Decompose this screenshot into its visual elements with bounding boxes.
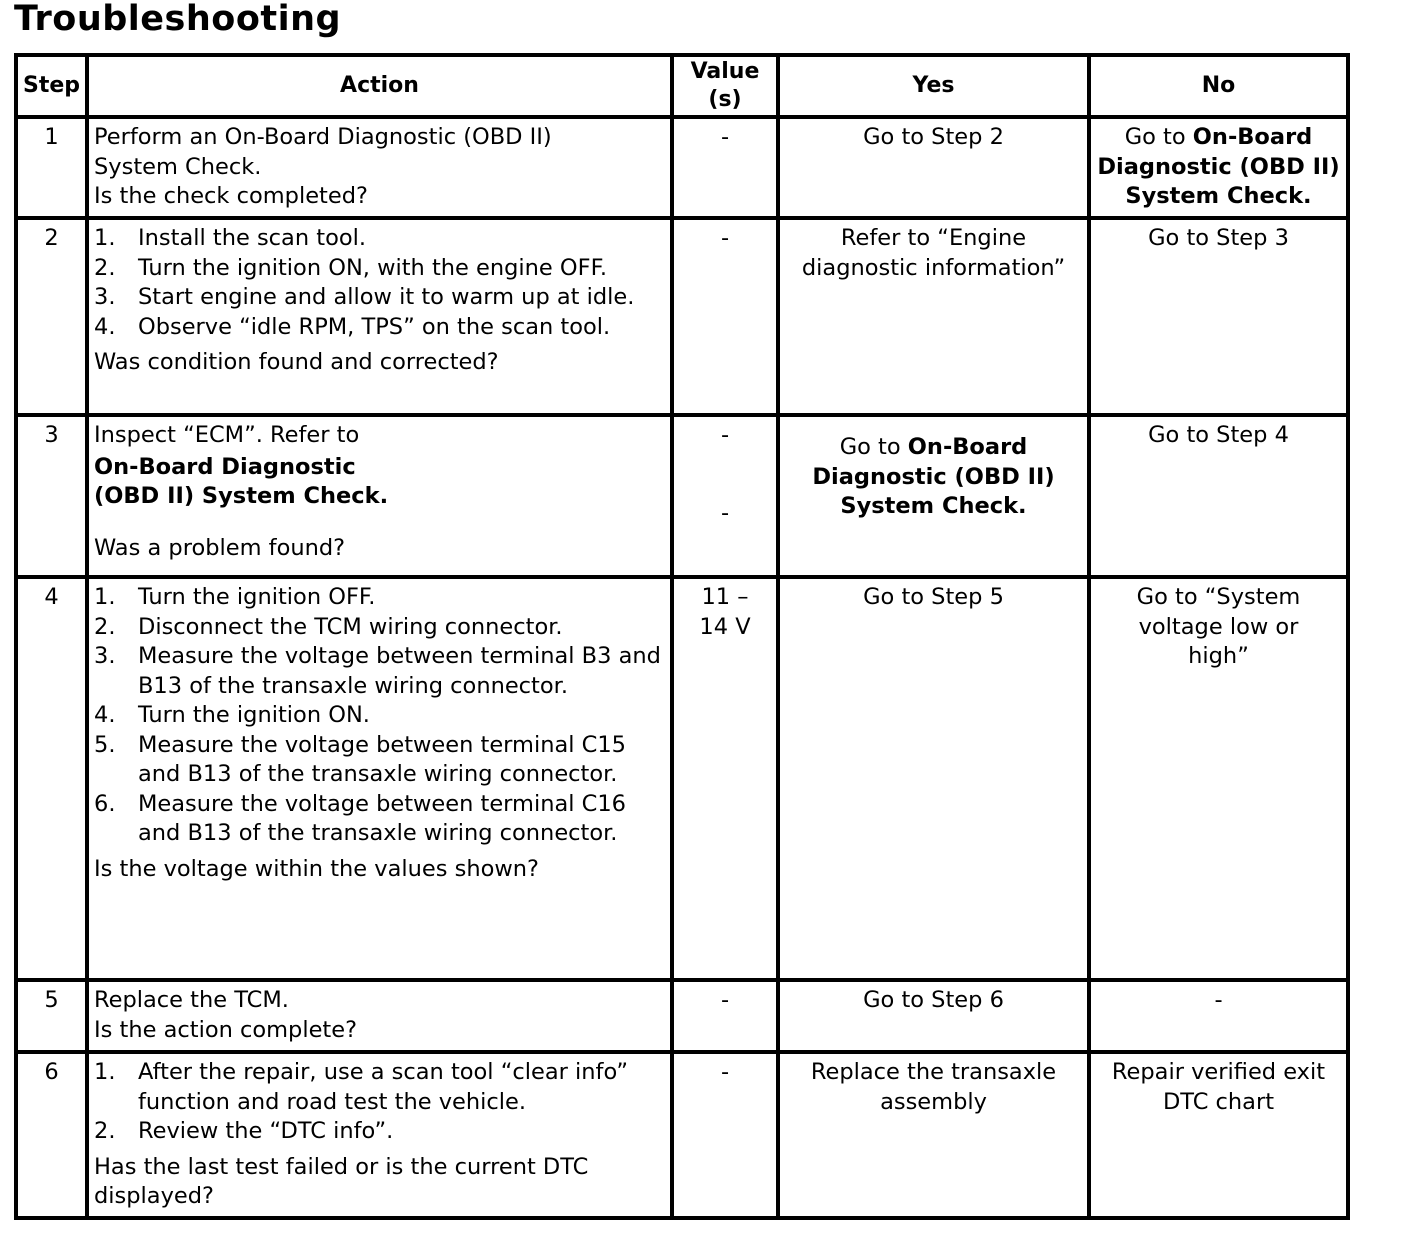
action-step: 2. Disconnect the TCM wiring connector.	[94, 613, 563, 640]
header-value-line1: Value	[690, 59, 760, 84]
action-cell	[87, 117, 672, 218]
header-yes: Yes	[778, 55, 1089, 117]
no-cell: -	[1089, 980, 1348, 1052]
action-steps-list	[94, 224, 665, 342]
step-number: 1	[16, 117, 87, 218]
value-line: -	[720, 422, 730, 448]
value-cell: -	[672, 218, 778, 415]
header-action: Action	[87, 55, 672, 117]
step-number: 4	[16, 577, 87, 980]
yes-cell: Go to Step 5	[778, 577, 1089, 980]
step-number: 6	[16, 1052, 87, 1218]
action-line: Perform an On-Board Diagnostic (OBD II)	[94, 124, 552, 150]
action-line: Replace the TCM.	[94, 987, 289, 1013]
step-number: 5	[16, 980, 87, 1052]
table-row	[16, 1052, 1348, 1218]
action-question: Is the action complete?	[94, 1016, 358, 1043]
action-question: Is the check completed?	[94, 183, 368, 209]
header-row	[16, 55, 1348, 117]
obd-check-reference: On-Board Diagnostic	[94, 453, 356, 480]
action-step: 1. Turn the ignition OFF.	[94, 584, 376, 610]
table-row	[16, 415, 1348, 577]
action-step: 3. Measure the voltage between terminal B3 and B13 of the transaxle wiring connector.	[94, 643, 661, 699]
no-cell: Go to Step 4	[1089, 415, 1348, 577]
step-number: 2	[16, 218, 87, 415]
obd-check-reference: On-Board Diagnostic (OBD II) System Check.	[1097, 124, 1340, 209]
action-step: 2. Review the “DTC info”.	[94, 1118, 394, 1144]
action-step: 4. Observe “idle RPM, TPS” on the scan tool.	[94, 313, 611, 340]
value-cell: -	[672, 1052, 778, 1218]
yes-cell: Go to Step 2	[778, 117, 1089, 218]
obd-check-reference: On-Board Diagnostic (OBD II) System Check.	[812, 434, 1055, 519]
step-number: 3	[16, 415, 87, 577]
action-line: Inspect “ECM”. Refer to	[94, 422, 360, 448]
action-question: Was condition found and corrected?	[94, 349, 499, 375]
troubleshooting-table	[14, 53, 1350, 1220]
no-cell	[1089, 117, 1348, 218]
yes-prefix: Go to	[839, 434, 908, 460]
value-line: 11 –	[701, 584, 749, 610]
yes-cell	[778, 415, 1089, 577]
action-step: 5. Measure the voltage between terminal C15 and B13 of the transaxle wiring connector.	[94, 731, 627, 787]
value-line: 14 V	[699, 613, 751, 640]
page-title: Troubleshooting	[14, 0, 342, 39]
action-cell	[87, 1052, 672, 1218]
action-question: Has the last test failed or is the current DTC displayed?	[94, 1153, 589, 1209]
action-question: Is the voltage within the values shown?	[94, 855, 539, 882]
action-cell	[87, 415, 672, 577]
header-no: No	[1089, 55, 1348, 117]
action-step: 6. Measure the voltage between terminal C16 and B13 of the transaxle wiring connector.	[94, 790, 627, 846]
action-cell	[87, 577, 672, 980]
action-step: 3. Start engine and allow it to warm up at idle.	[94, 284, 635, 310]
yes-cell: Go to Step 6	[778, 980, 1089, 1052]
action-line: System Check.	[94, 153, 262, 180]
header-step: Step	[16, 55, 87, 117]
yes-cell: Replace the transaxle assembly	[778, 1052, 1089, 1218]
yes-cell: Refer to “Engine diagnostic information”	[778, 218, 1089, 415]
header-value-line2: (s)	[708, 87, 742, 112]
action-question: Was a problem found?	[94, 534, 346, 561]
header-value	[672, 55, 778, 117]
action-step: 4. Turn the ignition ON.	[94, 702, 370, 728]
table-row	[16, 117, 1348, 218]
no-cell: Repair verified exit DTC chart	[1089, 1052, 1348, 1218]
table-row	[16, 980, 1348, 1052]
action-step: 1. Install the scan tool.	[94, 225, 367, 251]
no-prefix: Go to	[1124, 124, 1193, 150]
value-line: -	[720, 499, 730, 526]
obd-check-reference: (OBD II) System Check.	[94, 483, 389, 509]
no-cell: Go to “System voltage low or high”	[1089, 577, 1348, 980]
table-row	[16, 218, 1348, 415]
action-steps-list	[94, 1058, 665, 1147]
value-cell: -	[672, 980, 778, 1052]
value-cell	[672, 415, 778, 577]
action-cell	[87, 980, 672, 1052]
action-cell	[87, 218, 672, 415]
value-cell	[672, 577, 778, 980]
table-row	[16, 577, 1348, 980]
action-step: 1. After the repair, use a scan tool “clear info” function and road test the vehicle.	[94, 1059, 629, 1115]
action-steps-list	[94, 583, 665, 849]
no-cell: Go to Step 3	[1089, 218, 1348, 415]
value-cell: -	[672, 117, 778, 218]
action-step: 2. Turn the ignition ON, with the engine OFF.	[94, 254, 608, 281]
